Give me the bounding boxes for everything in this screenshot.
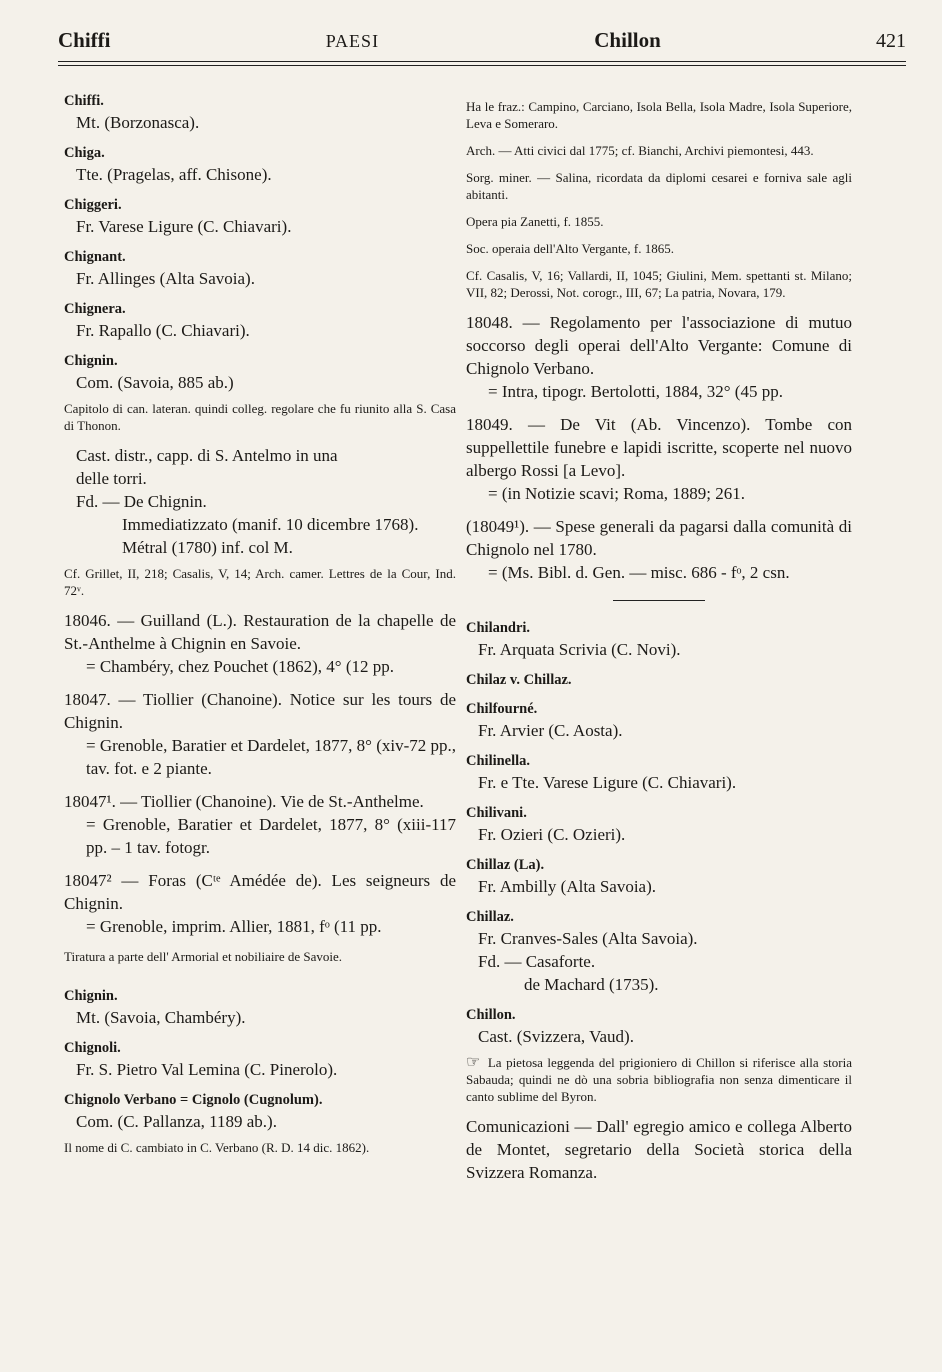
entry-line: Mt. (Borzonasca). — [76, 113, 200, 132]
entry-line: Fr. Varese Ligure (C. Chiavari). — [76, 217, 292, 236]
entry-chilinella — [466, 752, 852, 794]
bib-text: 18047¹. — Tiollier (Chanoine). Vie de St.-Anthelme. — [64, 792, 424, 811]
entry-chignin — [64, 352, 456, 599]
entry-title: Chiggeri. — [64, 197, 122, 213]
bib-imprint: = (Ms. Bibl. d. Gen. — misc. 686 - fᵒ, 2 csn. — [488, 563, 790, 582]
bib-18047-2 — [64, 869, 456, 938]
entry-line: delle torri. — [76, 469, 147, 488]
entry-chignoli — [64, 1039, 456, 1081]
entry-chignolo — [64, 1091, 456, 1156]
header-right-word: Chillon — [594, 28, 661, 52]
entry-title: Chignolo Verbano = Cignolo (Cugnolum). — [64, 1092, 323, 1108]
entry-chillon — [466, 1006, 852, 1184]
entry-cf: Cf. Grillet, II, 218; Casalis, V, 14; Arch. camer. Lettres de la Cour, Ind. 72ᵛ. — [64, 566, 456, 598]
entry-chilfourne — [466, 700, 852, 742]
bib-text: 18047² — Foras (Cᵗᵉ Amédée de). Les seigneurs de Chignin. — [64, 871, 456, 913]
entry-line: Cast. distr., capp. di S. Antelmo in una — [76, 446, 338, 465]
entry-fd-detail: Immediatizzato (manif. 10 dicembre 1768). — [122, 515, 419, 534]
bib-18046 — [64, 609, 456, 678]
entry-line: Fr. S. Pietro Val Lemina (C. Pinerolo). — [76, 1060, 338, 1079]
bib-text: 18049. — De Vit (Ab. Vincenzo). Tombe con suppellettile funebre e lapidi iscritte, scoperte nel nuovo albergo Rossi [a Levo]. — [466, 415, 852, 480]
entry-line: Tte. (Pragelas, aff. Chisone). — [76, 165, 272, 184]
bib-18048 — [466, 311, 852, 403]
bib-text: 18046. — Guilland (L.). Restauration de la chapelle de St.-Anthelme à Chignin en Savoie. — [64, 611, 456, 653]
entry-chiggeri — [64, 196, 456, 238]
comunicazioni: Comunicazioni — Dall' egregio amico e collega Alberto de Montet, segretario della Società storica della Svizzera Romanza. — [466, 1117, 852, 1182]
entry-fd: Fd. — Casaforte. — [478, 952, 596, 971]
entry-fd-detail: de Machard (1735). — [524, 975, 659, 994]
arch-note: Arch. — Atti civici dal 1775; cf. Bianchi, Archivi piemontesi, 443. — [466, 143, 814, 158]
entry-chilivani — [466, 804, 852, 846]
entry-title: Chignoli. — [64, 1040, 121, 1056]
entry-title: Chignin. — [64, 988, 118, 1004]
left-column — [64, 92, 456, 1166]
fraz-note: Ha le fraz.: Campino, Carciano, Isola Bella, Isola Madre, Isola Superiore, Leva e Someraro. — [466, 99, 852, 131]
entry-chiffi — [64, 92, 456, 134]
entry-line: Com. (C. Pallanza, 1189 ab.). — [76, 1112, 277, 1131]
entry-note — [466, 1054, 852, 1105]
entry-fd: Fd. — De Chignin. — [76, 492, 207, 511]
page-number: 421 — [876, 30, 906, 52]
bib-imprint: = (in Notizie scavi; Roma, 1889; 261. — [488, 484, 745, 503]
entry-line: Fr. Allinges (Alta Savoia). — [76, 269, 255, 288]
bib-imprint: = Grenoble, Baratier et Dardelet, 1877, 8° (xiii-117 pp. – 1 tav. fotogr. — [86, 815, 456, 857]
entry-title: Chillaz (La). — [466, 857, 545, 873]
entry-chilandri — [466, 619, 852, 661]
bib-text: 18047. — Tiollier (Chanoine). Notice sur les tours de Chignin. — [64, 690, 456, 732]
entry-note: Capitolo di can. lateran. quindi colleg. regolare che fu riunito alla S. Casa di Thonon. — [64, 401, 456, 433]
entry-line: Fr. e Tte. Varese Ligure (C. Chiavari). — [478, 773, 737, 792]
entry-title: Chignin. — [64, 353, 118, 369]
pointing-hand-icon: ☞ — [466, 1054, 481, 1071]
entry-title: Chilinella. — [466, 753, 531, 769]
bib-imprint: = Grenoble, Baratier et Dardelet, 1877, 8° (xiv-72 pp., tav. fot. e 2 piante. — [86, 736, 456, 778]
bib-18047-1 — [64, 790, 456, 859]
entry-title: Chiffi. — [64, 93, 104, 109]
tiratura-note: Tiratura a parte dell' Armorial et nobiliaire de Savoie. — [64, 949, 343, 964]
header-center-word: PAESI — [325, 31, 380, 51]
bib-text: (18049¹). — Spese generali da pagarsi dalla comunità di Chignolo nel 1780. — [466, 517, 852, 559]
entry-chillaz — [466, 908, 852, 996]
entry-title: Chilivani. — [466, 805, 527, 821]
entry-chignera — [64, 300, 456, 342]
soc-note: Soc. operaia dell'Alto Vergante, f. 1865. — [466, 241, 675, 256]
bib-18049 — [466, 413, 852, 505]
entry-line: Com. (Savoia, 885 ab.) — [76, 373, 234, 392]
page-header — [58, 28, 906, 58]
entry-chiga — [64, 144, 456, 186]
bib-imprint: = Grenoble, imprim. Allier, 1881, fᵒ (11 pp. — [86, 917, 382, 936]
entry-chignin-2 — [64, 987, 456, 1029]
sorg-note: Sorg. miner. — Salina, ricordata da diplomi cesarei e forniva sale agli abitanti. — [466, 170, 852, 202]
bib-text: 18048. — Regolamento per l'associazione di mutuo soccorso degli operai dell'Alto Vergante: Comune di Chignolo Verbano. — [466, 313, 852, 378]
entry-line: Fr. Ozieri (C. Ozieri). — [478, 825, 626, 844]
bib-18049-1 — [466, 515, 852, 584]
entry-title: Chilfourné. — [466, 701, 538, 717]
entry-line: Fr. Cranves-Sales (Alta Savoia). — [478, 929, 698, 948]
entry-fd-detail: Métral (1780) inf. col M. — [122, 538, 293, 557]
entry-title: Chilandri. — [466, 620, 531, 636]
section-divider — [613, 600, 705, 601]
header-left-word: Chiffi — [58, 28, 111, 52]
entry-chignant — [64, 248, 456, 290]
entry-line: Cast. (Svizzera, Vaud). — [478, 1027, 634, 1046]
right-column — [466, 92, 852, 1194]
entry-line: Fr. Ambilly (Alta Savoia). — [478, 877, 657, 896]
entry-title: Chignant. — [64, 249, 126, 265]
entry-title: Chillaz. — [466, 909, 514, 925]
entry-line: Fr. Rapallo (C. Chiavari). — [76, 321, 250, 340]
cf-note: Cf. Casalis, V, 16; Vallardi, II, 1045; Giulini, Mem. spettanti st. Milano; VII, 82; Derossi, Not. corogr., III, 67; La patria, Novara, 179. — [466, 268, 852, 300]
entry-title: Chiga. — [64, 145, 105, 161]
bib-imprint: = Chambéry, chez Pouchet (1862), 4° (12 pp. — [86, 657, 394, 676]
entry-line: Fr. Arvier (C. Aosta). — [478, 721, 623, 740]
entry-title: Chillon. — [466, 1007, 516, 1023]
entry-title: Chilaz v. Chillaz. — [466, 672, 572, 688]
bib-imprint: = Intra, tipogr. Bertolotti, 1884, 32° (45 pp. — [488, 382, 783, 401]
bib-18047 — [64, 688, 456, 780]
chillon-note-text: La pietosa leggenda del prigioniero di Chillon si riferisce alla storia Sabauda; quindi ne dò una sobria bibliografia non senza dimenticare il canto sublime del Byron. — [466, 1055, 853, 1104]
entry-line: Mt. (Savoia, Chambéry). — [76, 1008, 246, 1027]
entry-note: Il nome di C. cambiato in C. Verbano (R. D. 14 dic. 1862). — [64, 1140, 370, 1155]
header-rule — [58, 61, 906, 66]
entry-chillaz-la — [466, 856, 852, 898]
entry-chilaz — [466, 671, 852, 690]
opera-note: Opera pia Zanetti, f. 1855. — [466, 214, 604, 229]
entry-title: Chignera. — [64, 301, 126, 317]
entry-line: Fr. Arquata Scrivia (C. Novi). — [478, 640, 681, 659]
